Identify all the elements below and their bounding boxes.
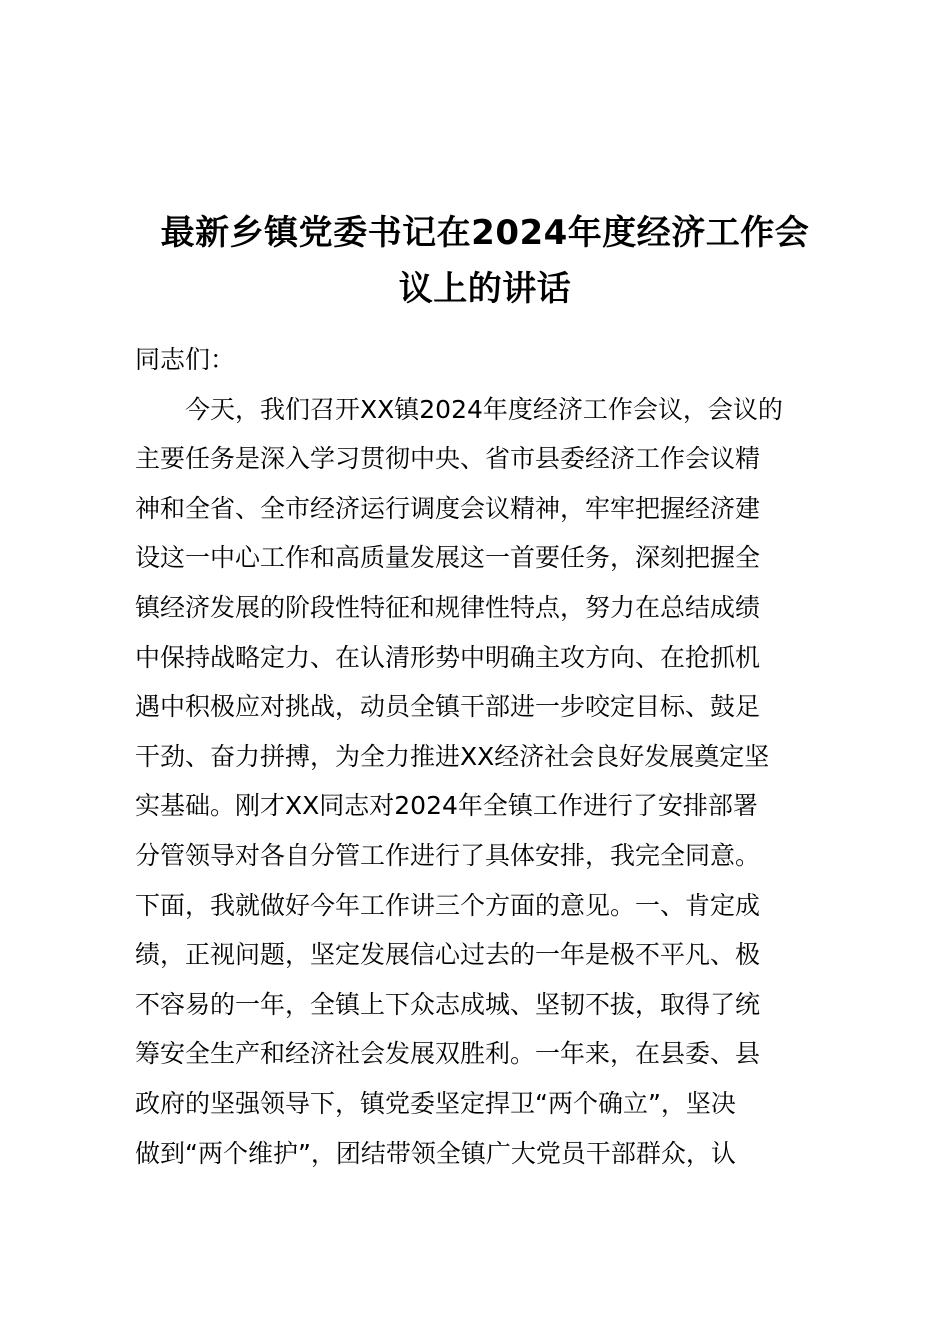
body-line: 筹安全生产和经济社会发展双胜利。一年来，在县委、县 — [135, 1039, 761, 1069]
body-line: 镇经济发展的阶段性特征和规律性特点，努力在总结成绩 — [135, 592, 761, 622]
body-line: 设这一中心工作和高质量发展这一首要任务，深刻把握全 — [135, 543, 761, 573]
salutation: 同志们： — [135, 345, 236, 374]
body-line: 政府的坚强领导下，镇党委坚定捍卫“两个确立”，坚决 — [135, 1088, 736, 1118]
body-line: 绩，正视问题，坚定发展信心过去的一年是极不平凡、极 — [135, 940, 761, 970]
title-line-1: 最新乡镇党委书记在2024年度经济工作会 — [160, 213, 810, 253]
body-line: 今天，我们召开XX镇2024年度经济工作会议，会议的 — [135, 394, 783, 424]
body-line: 做到“两个维护”，团结带领全镇广大党员干部群众，认 — [135, 1138, 736, 1168]
body-line: 干劲、奋力拼搏，为全力推进XX经济社会良好发展奠定坚 — [135, 741, 770, 771]
body-line: 不容易的一年，全镇上下众志成城、坚韧不拔，取得了统 — [135, 989, 761, 1019]
body-line: 中保持战略定力、在认清形势中明确主攻方向、在抢抓机 — [135, 642, 761, 672]
document-title — [110, 205, 860, 317]
body-line: 实基础。刚才XX同志对2024年全镇工作进行了安排部署 — [135, 791, 758, 821]
document-body — [135, 335, 855, 1178]
body-line: 主要任务是深入学习贯彻中央、省市县委经济工作会议精 — [135, 444, 761, 474]
body-line: 分管领导对各自分管工作进行了具体安排，我完全同意。 — [135, 840, 761, 870]
body-line: 神和全省、全市经济运行调度会议精神，牢牢把握经济建 — [135, 493, 761, 523]
body-line: 下面，我就做好今年工作讲三个方面的意见。一、肯定成 — [135, 890, 761, 920]
title-line-2: 议上的讲话 — [398, 269, 572, 309]
body-line: 遇中积极应对挑战，动员全镇干部进一步咬定目标、鼓足 — [135, 692, 761, 722]
